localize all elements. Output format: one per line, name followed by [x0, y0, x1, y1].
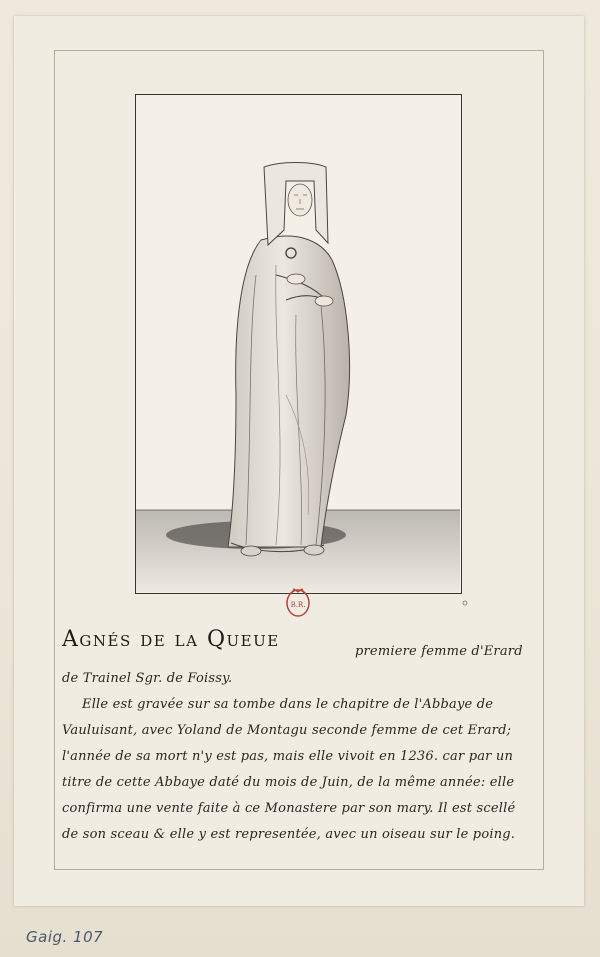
hand — [315, 296, 333, 306]
stamp-text: B.R. — [290, 601, 306, 609]
shelfmark-pencil-note: Gaig. 107 — [26, 928, 104, 946]
caption-line: Vauluisant, avec Yoland de Montagu seconde femme de cet Erard; — [62, 723, 512, 738]
caption-line: de son sceau & elle y est representée, avec un oiseau sur le poing. — [62, 827, 516, 842]
mantle — [228, 236, 350, 547]
engraving-frame — [135, 94, 462, 594]
registration-mark — [462, 600, 468, 606]
caption-title-rest: premiere femme d'Erard — [355, 644, 523, 659]
caption-line: titre de cette Abbaye daté du mois de Juin, de la même année: elle — [62, 775, 515, 790]
right-foot — [304, 545, 324, 555]
caption-line: de Trainel Sgr. de Foissy. — [62, 671, 233, 686]
left-foot — [241, 546, 261, 556]
library-stamp — [284, 585, 312, 619]
caption-line: l'année de sa mort n'y est pas, mais elle vivoit en 1236. car par un — [62, 749, 514, 764]
caption-title: Agnés de la Queue — [62, 627, 280, 652]
tomb-figure-illustration — [136, 95, 460, 592]
caption-line: Elle est gravée sur sa tombe dans le chapitre de l'Abbaye de — [82, 697, 494, 712]
caption-line: confirma une vente faite à ce Monastere par son mary. Il est scellé — [62, 801, 516, 816]
hand — [287, 274, 305, 284]
